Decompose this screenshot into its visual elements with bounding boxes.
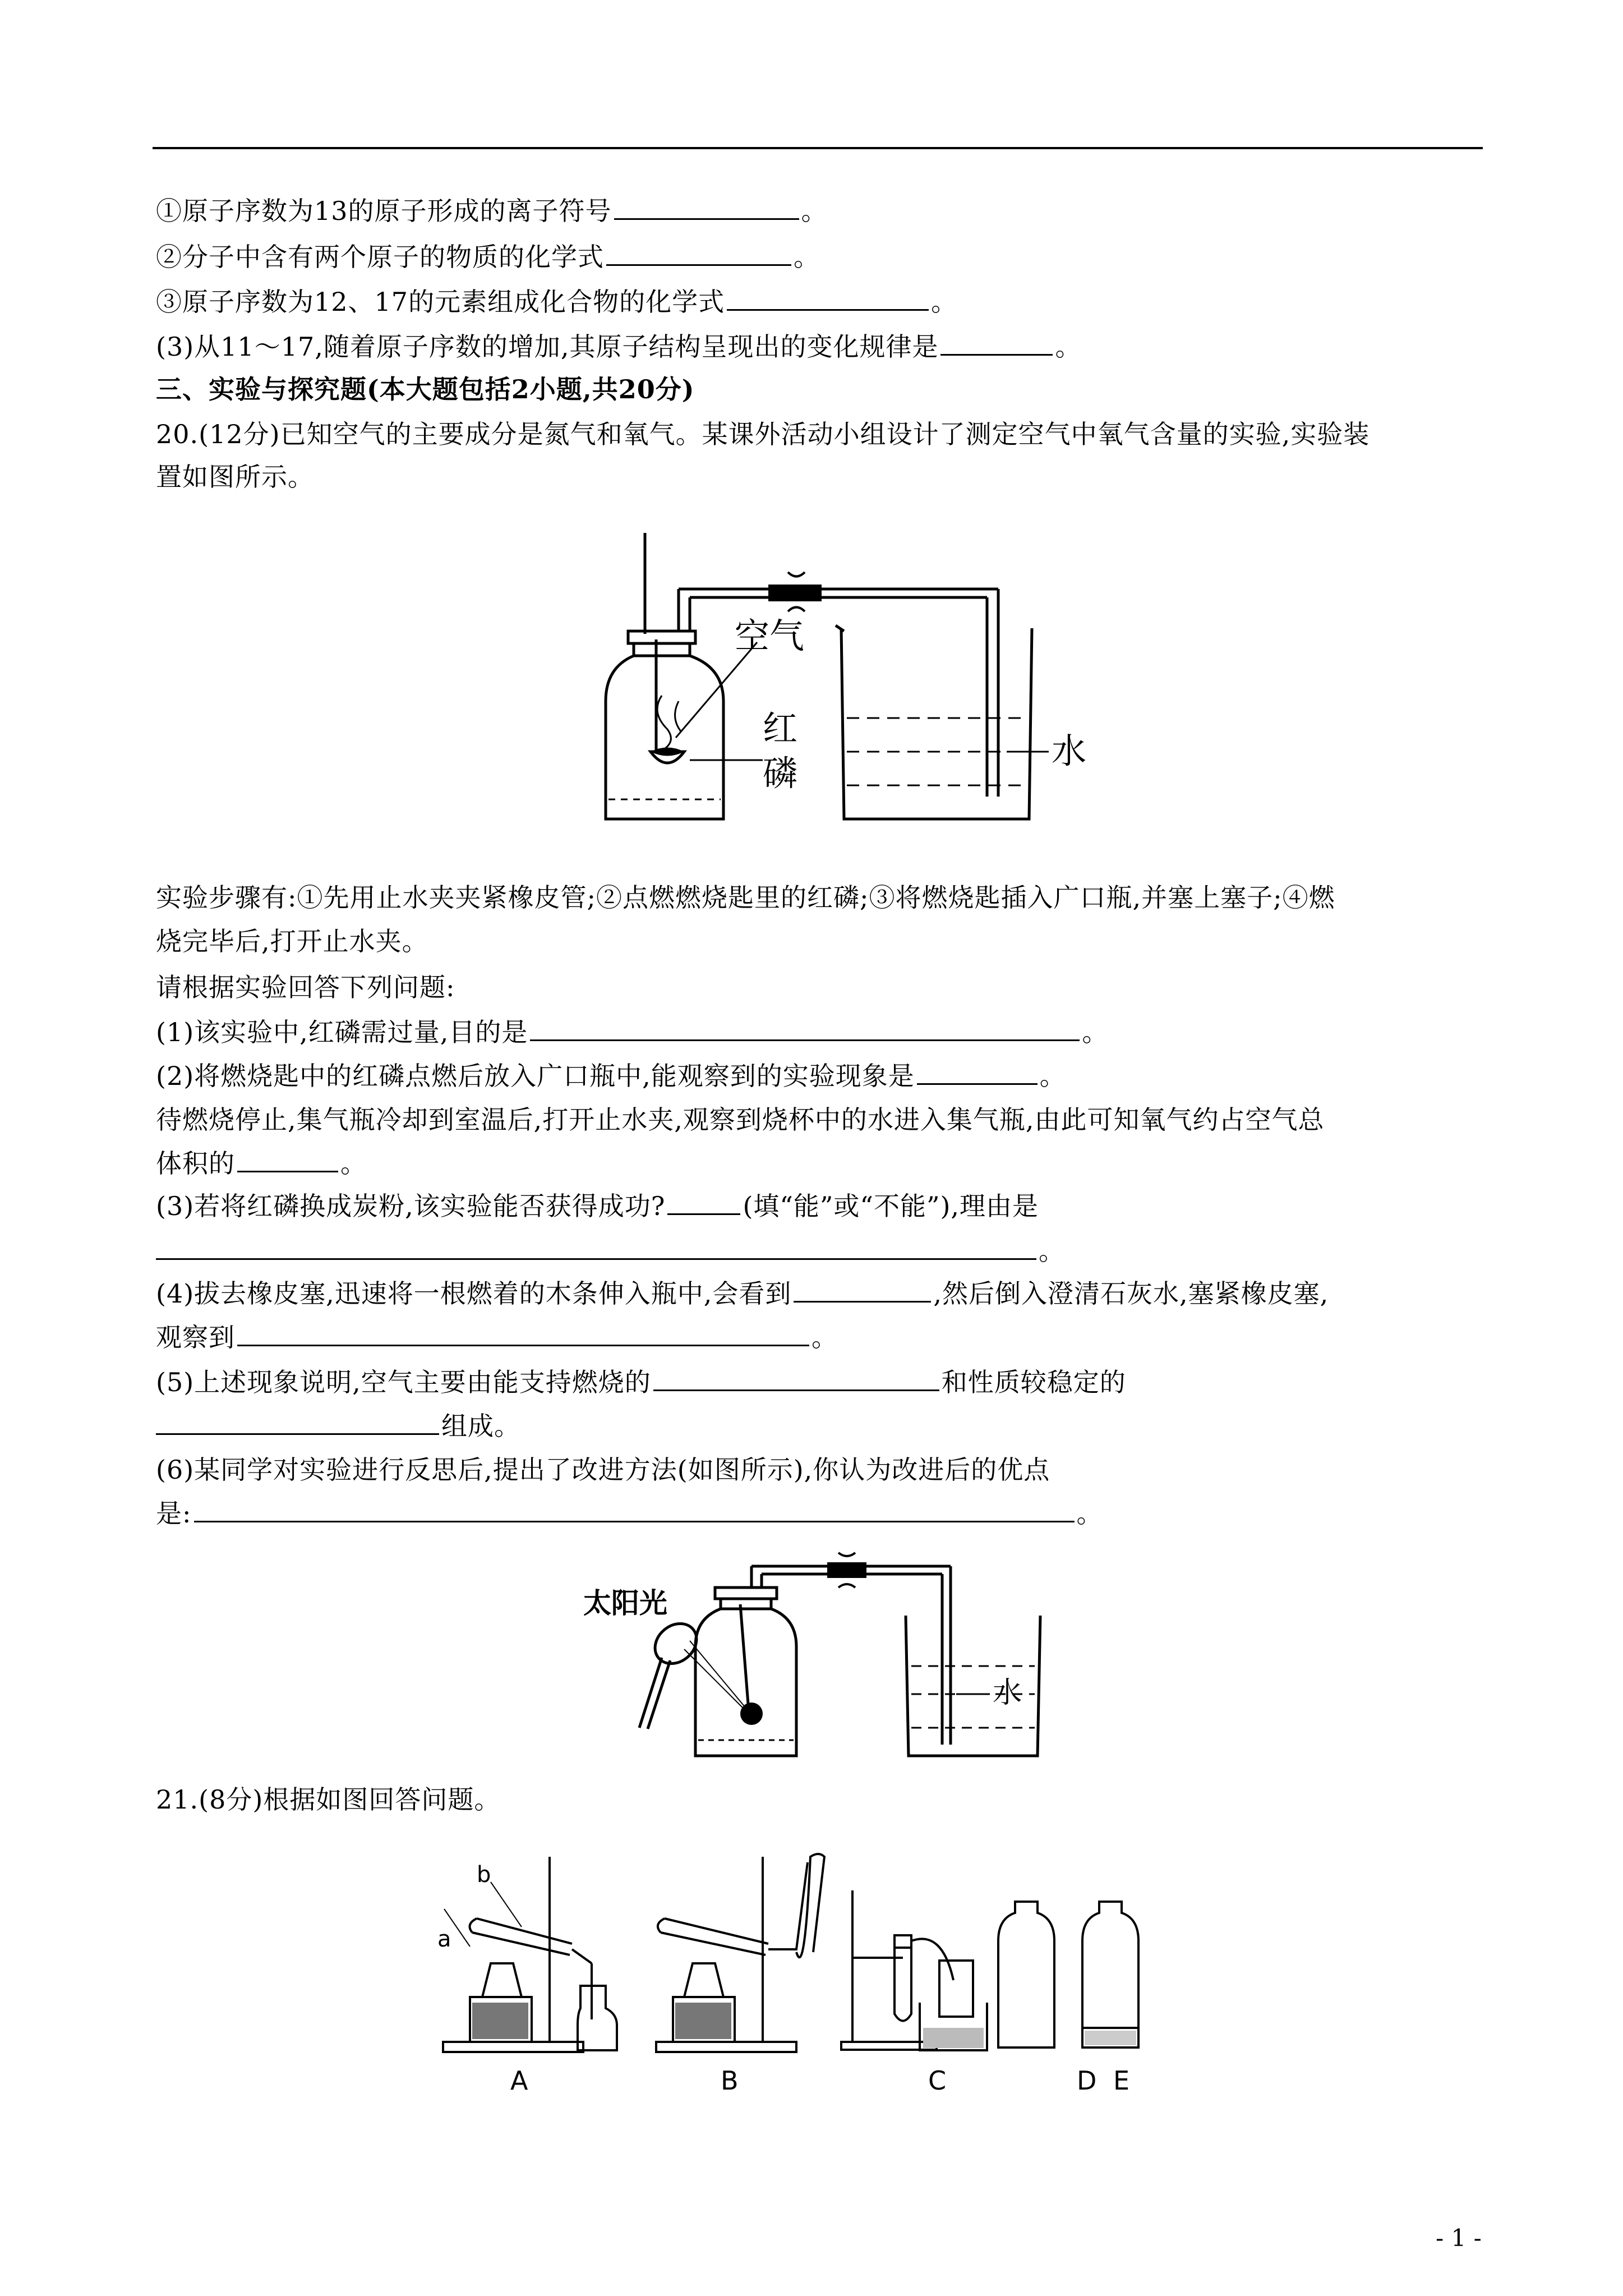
q-6: (6)某同学对实验进行反思后,提出了改进方法(如图所示),你认为改进后的优点 [156, 1455, 1050, 1485]
page-number: - 1 - [1436, 2224, 1482, 2252]
section-heading: 三、实验与探究题(本大题包括2小题,共20分) [156, 374, 695, 404]
label-A: A [510, 2065, 528, 2096]
label-D: D [1077, 2065, 1097, 2096]
header-rule [153, 147, 1483, 149]
label-C: C [928, 2065, 947, 2096]
label-B: B [721, 2065, 739, 2096]
answer-blank[interactable] [530, 1017, 1080, 1041]
steps-text-2: 烧完毕后,打开止水夹。 [156, 926, 428, 956]
label-sunlight: 太阳光 [583, 1587, 667, 1619]
line-3: ③原子序数为12、17的元素组成化合物的化学式 。 [156, 287, 958, 317]
q-2: (2)将燃烧匙中的红磷点燃后放入广口瓶中,能观察到的实验现象是 。 [156, 1061, 1066, 1091]
steps-text-1: 实验步骤有:①先用止水夹夹紧橡皮管;②点燃燃烧匙里的红磷;③将燃烧匙插入广口瓶,并塞上塞子;④燃 [156, 882, 1335, 913]
answer-blank[interactable] [917, 1061, 1038, 1085]
q21-text: 21.(8分)根据如图回答问题。 [156, 1784, 501, 1815]
label-air: 空气 [735, 615, 805, 656]
figure-3-apparatus [437, 1834, 1211, 2098]
q20-text-2: 置如图所示。 [156, 462, 314, 492]
answer-blank[interactable] [156, 1236, 1036, 1260]
line-4: (3)从11～17,随着原子序数的增加,其原子结构呈现出的变化规律是 。 [156, 332, 1082, 362]
label-red: 红 [763, 708, 798, 749]
label-E: E [1113, 2065, 1130, 2096]
q-4: (4)拔去橡皮塞,迅速将一根燃着的木条伸入瓶中,会看到 ,然后倒入澄清石灰水,塞紧橡皮塞, [156, 1278, 1329, 1309]
figure-2-apparatus [578, 1543, 1071, 1767]
label-water: 水 [993, 1676, 1022, 1710]
label-a: a [437, 1926, 451, 1952]
figure-1-apparatus [594, 527, 1087, 841]
answer-blank[interactable] [653, 1367, 939, 1391]
q-2-cont2: 体积的 。 [156, 1148, 367, 1179]
answer-blank[interactable] [940, 332, 1053, 356]
q20-text-1: 20.(12分)已知空气的主要成分是氮气和氧气。某课外活动小组设计了测定空气中氧气含量的实验,实验装 [156, 419, 1370, 449]
q-5-cont: 组成。 [156, 1409, 520, 1443]
answer-blank[interactable] [727, 287, 929, 311]
q-2-cont: 待燃烧停止,集气瓶冷却到室温后,打开止水夹,观察到烧杯中的水进入集气瓶,由此可知氧气约占空气总 [156, 1105, 1325, 1135]
label-b: b [477, 1862, 491, 1888]
answer-blank[interactable] [794, 1278, 931, 1303]
answer-blank[interactable] [194, 1498, 1075, 1522]
line-1: ①原子序数为13的原子形成的离子符号 。 [156, 196, 828, 226]
label-phosphorus: 磷 [763, 753, 798, 794]
label-water: 水 [1052, 730, 1087, 771]
answer-blank[interactable] [606, 242, 791, 266]
q-1: (1)该实验中,红磷需过量,目的是 。 [156, 1017, 1109, 1047]
q-3-cont: 。 [156, 1234, 1065, 1268]
answer-blank[interactable] [667, 1191, 740, 1215]
answer-blank[interactable] [156, 1411, 439, 1435]
answer-blank[interactable] [237, 1148, 338, 1172]
q-5: (5)上述现象说明,空气主要由能支持燃烧的 和性质较稳定的 [156, 1367, 1126, 1397]
q-3: (3)若将红磷换成炭粉,该实验能否获得成功? (填“能”或“不能”),理由是 [156, 1191, 1039, 1221]
q-6-cont: 是: 。 [156, 1498, 1103, 1529]
ask-text: 请根据实验回答下列问题: [156, 972, 455, 1002]
answer-blank[interactable] [614, 196, 799, 220]
answer-blank[interactable] [237, 1322, 809, 1346]
q-4-cont: 观察到 。 [156, 1322, 838, 1352]
line-2: ②分子中含有两个原子的物质的化学式 。 [156, 242, 820, 272]
